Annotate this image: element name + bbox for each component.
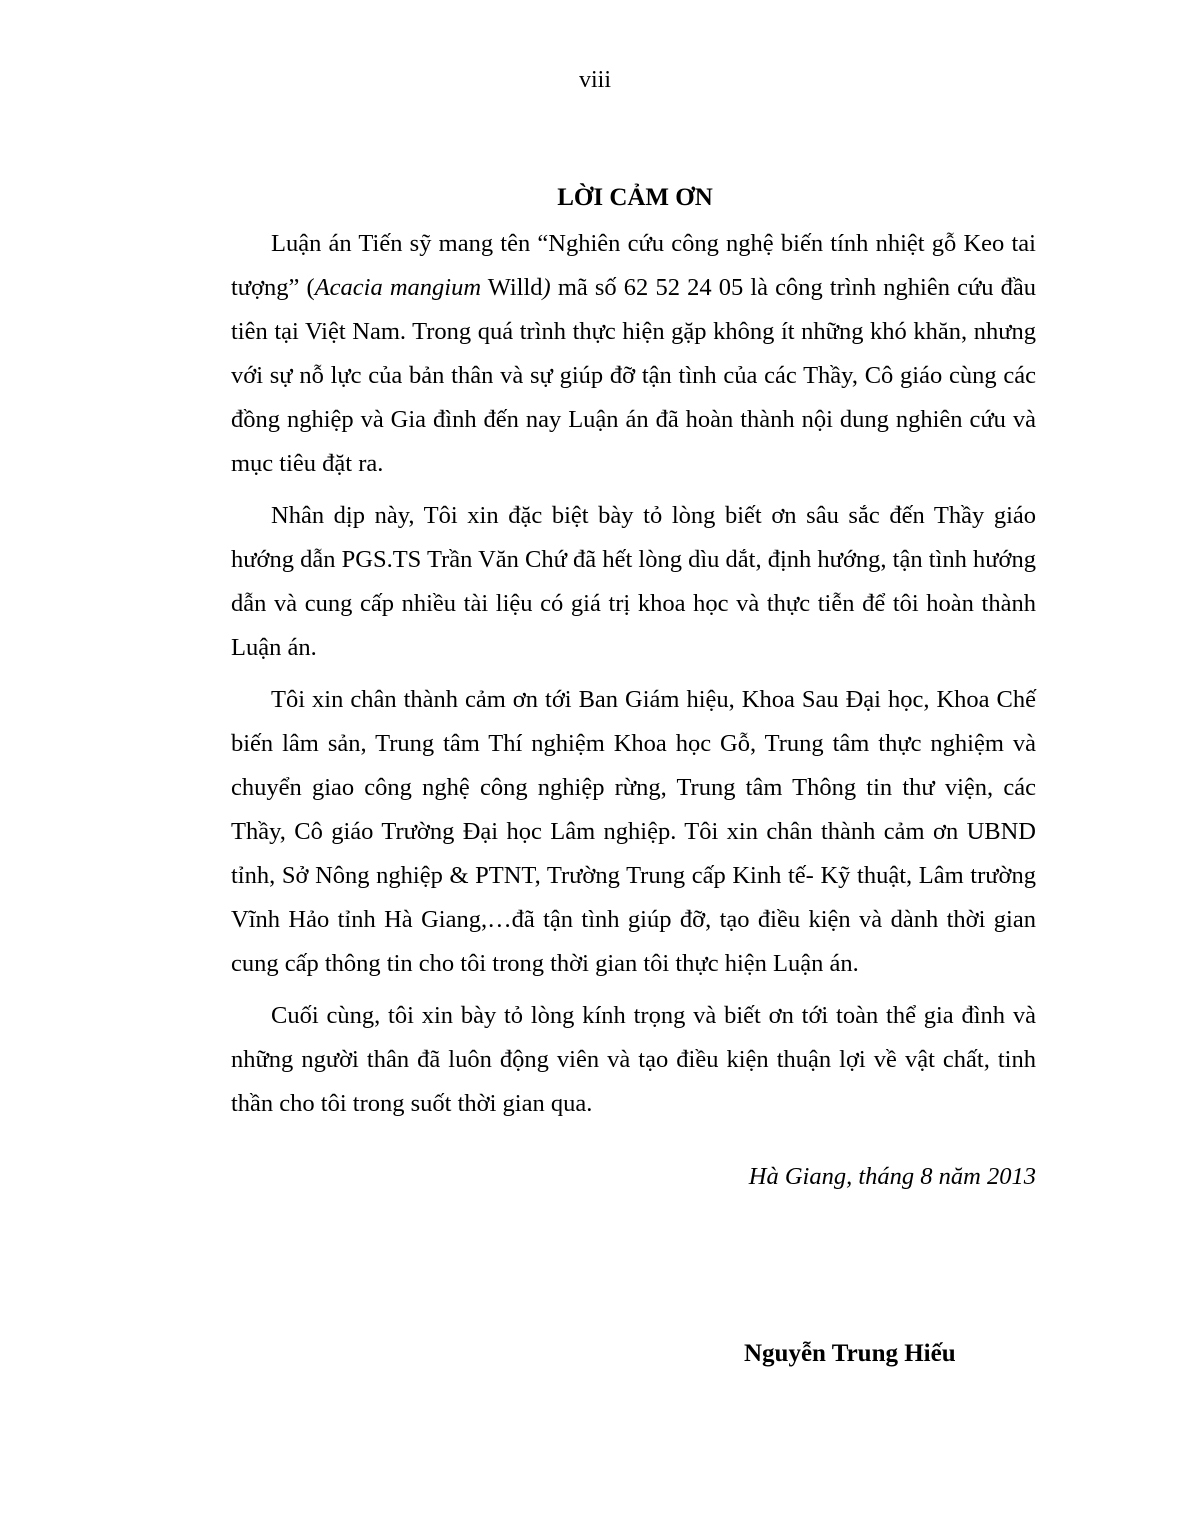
- page-number: viii: [578, 67, 611, 93]
- page-title: LỜI CẢM ƠN: [557, 184, 713, 211]
- author-name: Nguyễn Trung Hiếu: [744, 1340, 956, 1367]
- paragraph-supervisor: Nhân dịp này, Tôi xin đặc biệt bày tỏ lòng biết ơn sâu sắc đến Thầy giáo hướng dẫn PGS.TS Trần Văn Chứ đã hết lòng dìu dắt, định hướng, tận tình hướng dẫn và cung cấp nhiều tài liệu có giá trị khoa học và thực tiễn để tôi hoàn thành Luận án.: [231, 502, 1036, 661]
- paragraph-institutions: Tôi xin chân thành cảm ơn tới Ban Giám hiệu, Khoa Sau Đại học, Khoa Chế biến lâm sản, Trung tâm Thí nghiệm Khoa học Gỗ, Trung tâm thực nghiệm và chuyển giao công nghệ công nghiệp rừng, Trung tâm Thông tin thư viện, các Thầy, Cô giáo Trường Đại học Lâm nghiệp. Tôi xin chân thành cảm ơn UBND tỉnh, Sở Nông nghiệp & PTNT, Trường Trung cấp Kinh tế- Kỹ thuật, Lâm trường Vĩnh Hảo tỉnh Hà Giang,…đã tận tình giúp đỡ, tạo điều kiện và dành thời gian cung cấp thông tin cho tôi trong thời gian tôi thực hiện Luận án.: [231, 686, 1036, 977]
- species-name: Acacia mangium: [314, 274, 482, 301]
- paragraph-intro-start: Luận án Tiến sỹ mang tên “Nghiên cứu công nghệ biến tính nhiệt gỗ Keo tai tượng” (: [231, 230, 1036, 301]
- paragraph-intro-end: mã số 62 52 24 05 là công trình nghiên cứu đầu tiên tại Việt Nam. Trong quá trình thực hiện gặp không ít những khó khăn, nhưng với sự nỗ lực của bản thân và sự giúp đỡ tận tình của các Thầy, Cô giáo cùng các đồng nghiệp và Gia đình đến nay Luận án đã hoàn thành nội dung nghiên cứu và mục tiêu đặt ra.: [231, 274, 1036, 477]
- paragraph-family: Cuối cùng, tôi xin bày tỏ lòng kính trọng và biết ơn tới toàn thể gia đình và những người thân đã luôn động viên và tạo điều kiện thuận lợi về vật chất, tinh thần cho tôi trong suốt thời gian qua.: [231, 1002, 1036, 1117]
- acknowledgement-body: [231, 222, 1036, 1126]
- place-date: Hà Giang, tháng 8 năm 2013: [748, 1163, 1036, 1190]
- closing-paren: ): [542, 274, 551, 301]
- paragraph-intro: [231, 222, 1036, 486]
- species-author: Willd: [481, 274, 543, 301]
